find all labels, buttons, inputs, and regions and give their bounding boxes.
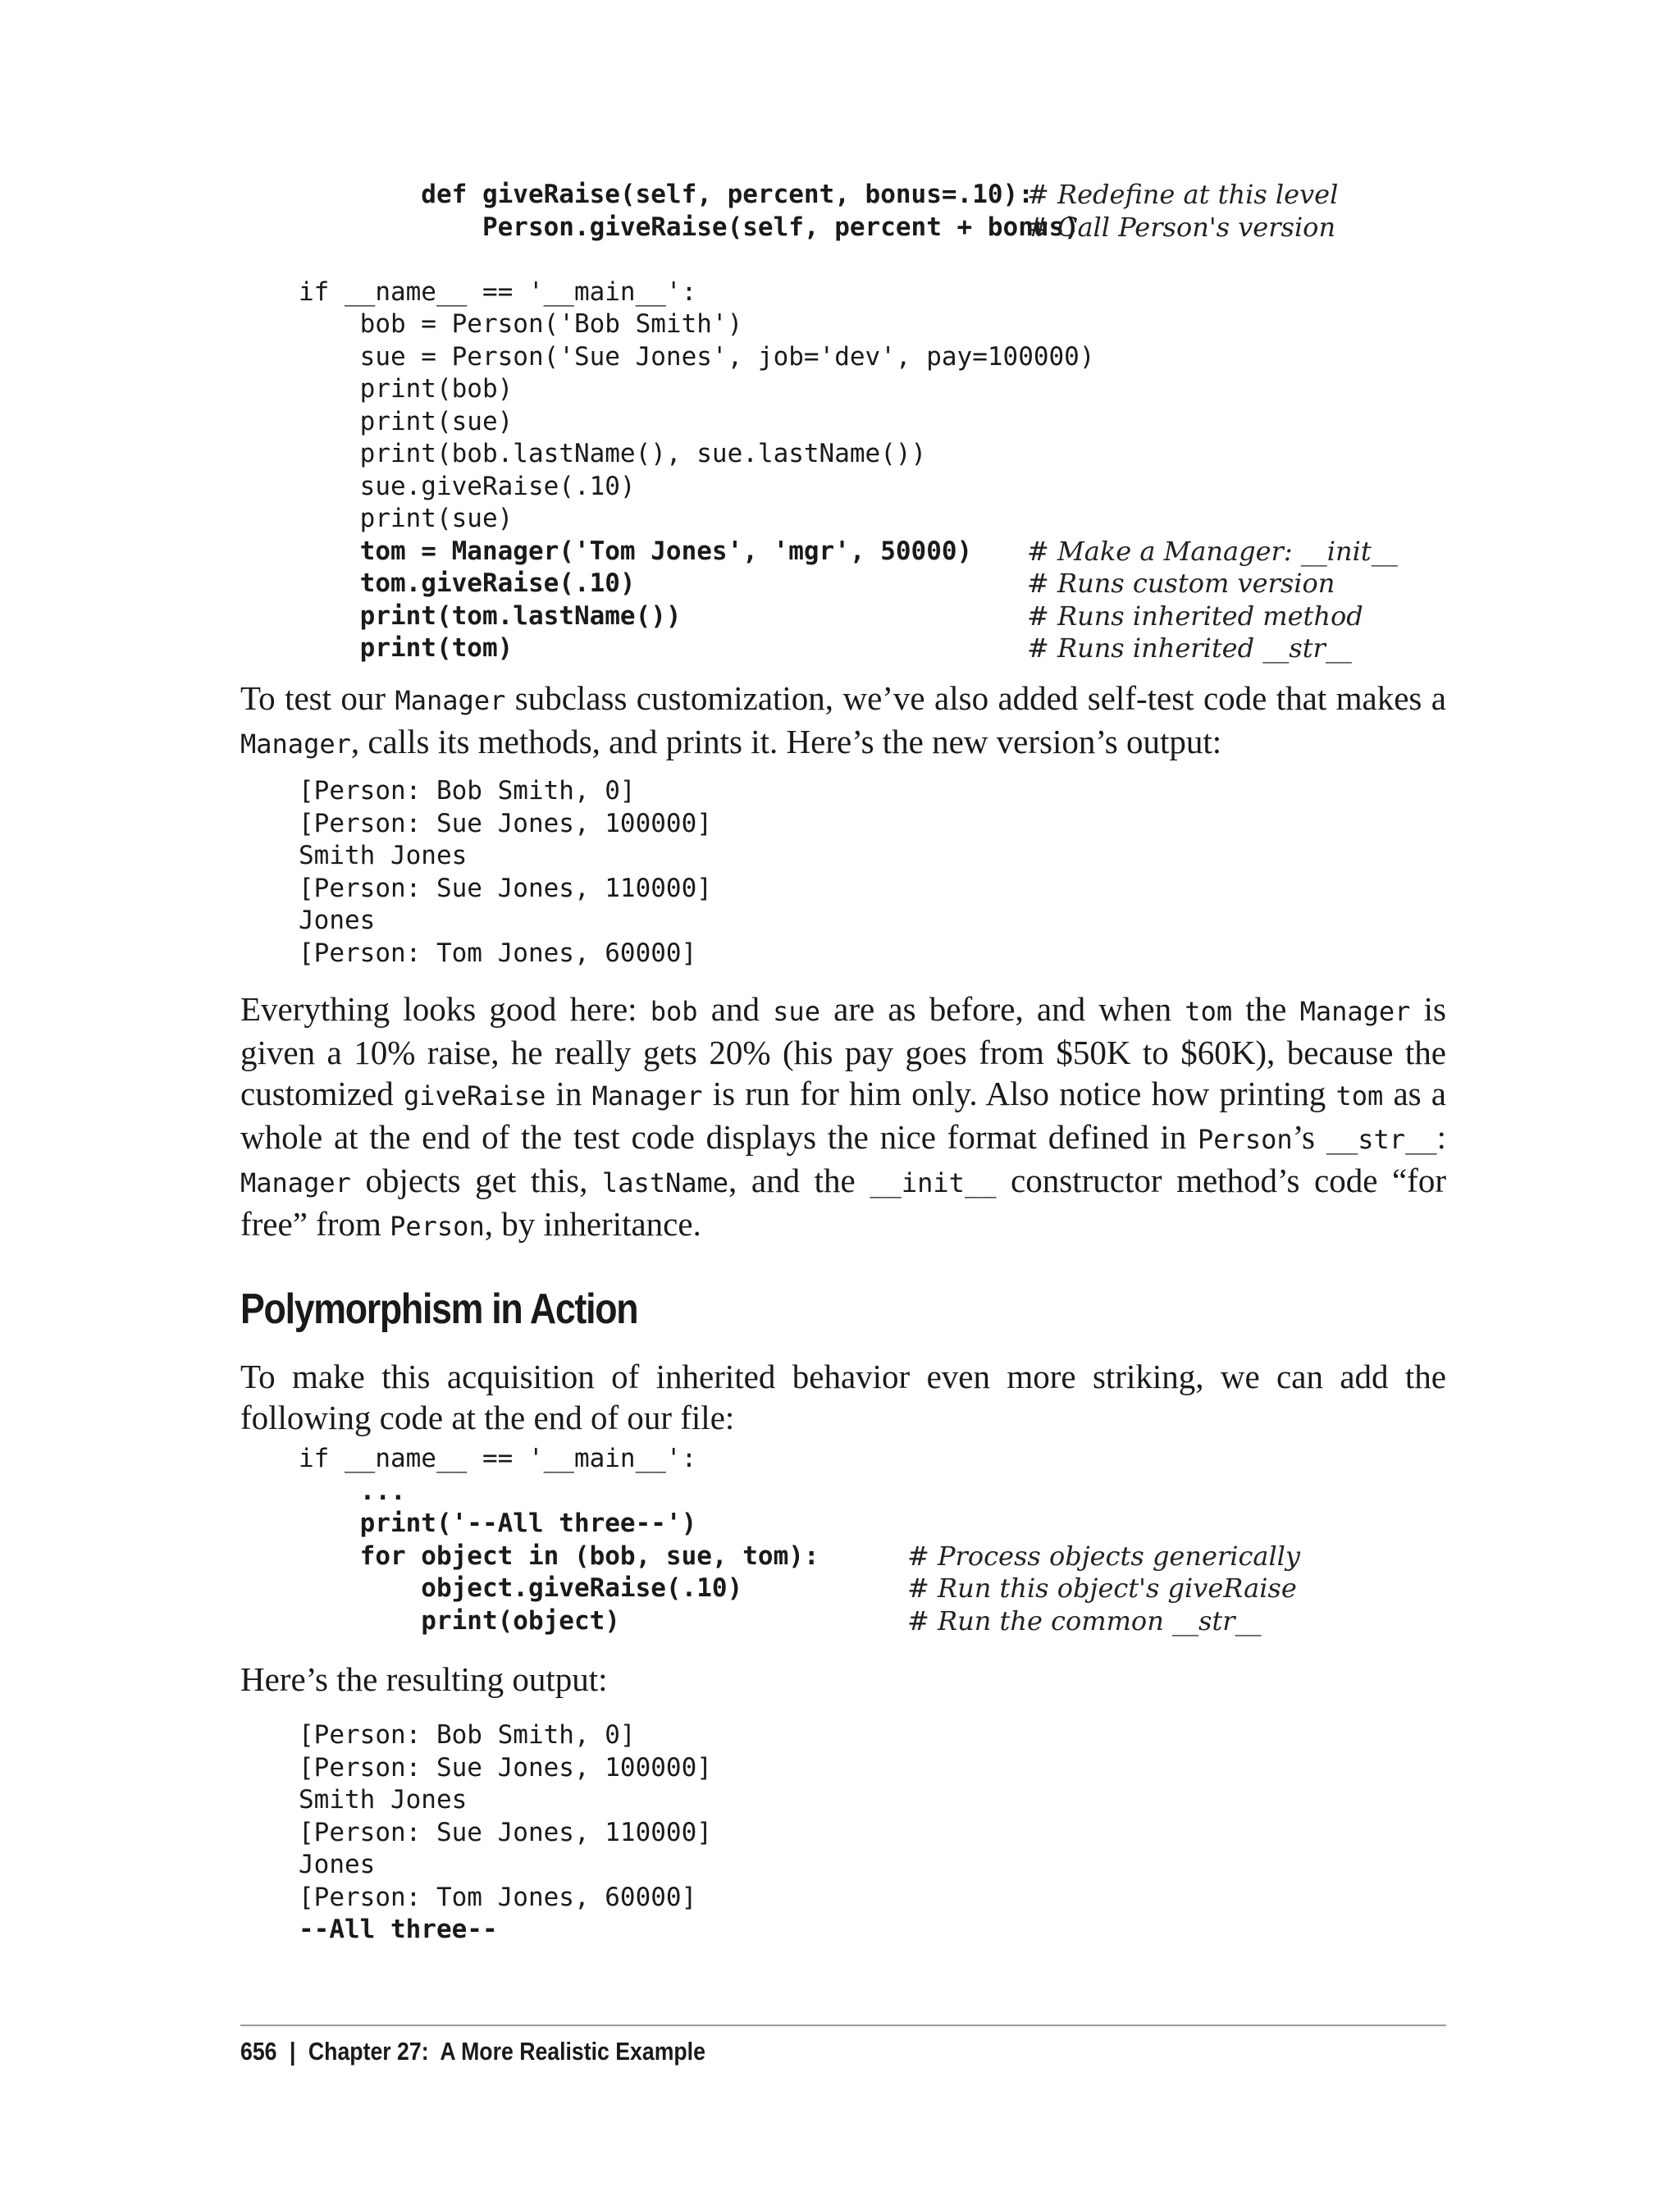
code-line — [0, 276, 1680, 309]
code-line — [0, 341, 1680, 374]
code-text: Jones — [299, 906, 376, 935]
code-text: object.giveRaise(.10) — [299, 1573, 743, 1603]
code-text: [Person: Sue Jones, 100000] — [299, 1752, 712, 1783]
code-text: sue = Person('Sue Jones', job='dev', pay=100000) — [299, 341, 1095, 372]
text-run: as a whole at the end of the test code displays the nice format defined in — [240, 1075, 1446, 1156]
page-number: 656 — [240, 2037, 277, 2066]
text-run: are as before, and when — [819, 990, 1185, 1028]
section-heading: Polymorphism in Action — [240, 1285, 638, 1333]
code-text: [Person: Tom Jones, 60000] — [299, 938, 697, 968]
text-run: the — [1232, 990, 1300, 1028]
code-line — [0, 873, 1680, 906]
output-listing-1 — [0, 775, 1680, 970]
code-comment: # Runs custom version — [1027, 568, 1335, 599]
code-line — [0, 1719, 1680, 1752]
code-line — [0, 1752, 1680, 1785]
inline-code: __str__ — [1326, 1124, 1437, 1155]
code-text: [Person: Sue Jones, 110000] — [299, 873, 712, 903]
code-text: Smith Jones — [299, 1785, 468, 1815]
code-line — [0, 905, 1680, 938]
code-comment: # Call Person's version — [1027, 211, 1336, 243]
code-text: print('--All three--') — [299, 1509, 697, 1538]
inline-code: Manager — [591, 1080, 703, 1112]
text-run: is run for him only. Also notice how printing — [702, 1075, 1336, 1112]
paragraph-resulting-output: Here’s the resulting output: — [240, 1660, 608, 1698]
code-listing-self-test — [0, 179, 1680, 665]
code-text: for object in (bob, sue, tom): — [299, 1541, 819, 1571]
code-comment: # Runs inherited method — [1027, 600, 1363, 632]
code-comment: # Redefine at this level — [1027, 179, 1339, 210]
code-line — [0, 244, 1680, 276]
code-line — [0, 600, 1680, 633]
code-text: ... — [299, 1476, 406, 1506]
code-text: if __name__ == '__main__': — [299, 276, 697, 307]
code-comment: # Runs inherited __str__ — [1027, 632, 1352, 664]
paragraph-explanation — [240, 988, 1446, 1247]
code-text: print(tom.lastName()) — [299, 600, 682, 631]
code-line — [0, 1476, 1680, 1509]
code-text: tom.giveRaise(.10) — [299, 568, 636, 598]
inline-code: giveRaise — [403, 1080, 546, 1112]
inline-code: Manager — [395, 685, 506, 716]
code-text: if __name__ == '__main__': — [299, 1444, 697, 1473]
inline-code: Manager — [240, 1167, 351, 1198]
code-text: Smith Jones — [299, 841, 468, 870]
text-run: and — [697, 990, 774, 1028]
inline-code: Manager — [240, 728, 351, 760]
code-comment: # Run this object's giveRaise — [907, 1573, 1297, 1604]
text-run: in — [546, 1075, 592, 1112]
code-line — [0, 632, 1680, 665]
code-text: [Person: Sue Jones, 110000] — [299, 1817, 712, 1847]
code-comment: # Make a Manager: __init__ — [1027, 535, 1398, 567]
code-line — [0, 1508, 1680, 1541]
code-text: Jones — [299, 1850, 376, 1879]
inline-code: bob — [650, 996, 698, 1027]
code-line — [0, 536, 1680, 568]
code-line — [0, 503, 1680, 536]
code-text: print(object) — [299, 1605, 620, 1636]
text-run: , by inheritance. — [484, 1205, 701, 1243]
code-line — [0, 775, 1680, 808]
code-line — [0, 1541, 1680, 1573]
code-text: print(tom) — [299, 633, 514, 663]
text-run: objects get this, — [350, 1162, 602, 1199]
code-line — [0, 212, 1680, 244]
code-line — [0, 808, 1680, 841]
code-line — [0, 179, 1680, 212]
code-line — [0, 471, 1680, 504]
code-line — [0, 1605, 1680, 1638]
code-text: tom = Manager('Tom Jones', 'mgr', 50000) — [299, 536, 973, 566]
text-run: ’s — [1292, 1118, 1326, 1156]
inline-code: Person — [390, 1211, 485, 1242]
code-text: [Person: Tom Jones, 60000] — [299, 1882, 697, 1912]
code-text: def giveRaise(self, percent, bonus=.10): — [299, 180, 1034, 209]
inline-code: tom — [1335, 1080, 1384, 1112]
inline-code: Manager — [1299, 996, 1411, 1027]
code-comment: # Run the common __str__ — [907, 1605, 1262, 1637]
page-footer — [240, 2037, 705, 2066]
text-run: subclass customization, we’ve also added self-test code that makes a — [505, 679, 1446, 717]
code-line — [0, 406, 1680, 439]
code-line — [0, 568, 1680, 600]
code-line — [0, 938, 1680, 970]
code-line — [0, 438, 1680, 471]
inline-code: Person — [1198, 1124, 1293, 1155]
code-line — [0, 308, 1680, 341]
paragraph-polymorphism-intro: To make this acquisition of inherited behavior even more striking, we can add the following code at the end of our file: — [240, 1358, 1446, 1436]
code-line — [0, 1443, 1680, 1476]
code-text: [Person: Bob Smith, 0] — [299, 776, 636, 806]
code-text: print(sue) — [299, 504, 514, 533]
text-run: Everything looks good here: — [240, 990, 651, 1028]
code-text: [Person: Sue Jones, 100000] — [299, 808, 712, 838]
inline-code: lastName — [601, 1167, 729, 1198]
code-line — [0, 1914, 1680, 1947]
chapter-title: Chapter 27: A More Realistic Example — [308, 2037, 705, 2066]
text-run: constructor method’s code “for free” from — [240, 1162, 1446, 1243]
text-run: , and the — [728, 1162, 870, 1199]
inline-code: __init__ — [870, 1167, 997, 1198]
inline-code: tom — [1185, 996, 1233, 1027]
text-run: is given a 10% raise, he really gets 20% (his pay goes from $50K to $60K), because the customized — [240, 990, 1446, 1112]
code-line — [0, 840, 1680, 873]
code-line — [0, 1573, 1680, 1605]
code-text: bob = Person('Bob Smith') — [299, 309, 743, 339]
footer-separator: | — [289, 2037, 296, 2066]
code-text: print(bob) — [299, 374, 514, 404]
code-line — [0, 1882, 1680, 1915]
code-line — [0, 1817, 1680, 1850]
code-text: print(bob.lastName(), sue.lastName()) — [299, 439, 927, 468]
paragraph-test-intro — [240, 678, 1446, 765]
code-line — [0, 373, 1680, 406]
code-text: sue.giveRaise(.10) — [299, 471, 636, 501]
code-line — [0, 1849, 1680, 1882]
inline-code: sue — [773, 996, 820, 1027]
code-listing-polymorphism — [0, 1443, 1680, 1637]
text-run: , calls its methods, and prints it. Here’s the new version’s output: — [350, 723, 1222, 760]
code-text: --All three-- — [299, 1915, 498, 1944]
code-text: print(sue) — [299, 406, 514, 436]
output-listing-2 — [0, 1719, 1680, 1947]
code-line — [0, 1784, 1680, 1817]
code-text: [Person: Bob Smith, 0] — [299, 1720, 636, 1750]
footer-rule — [240, 2025, 1446, 2026]
text-run: To test our — [240, 679, 395, 717]
code-comment: # Process objects generically — [907, 1540, 1300, 1572]
code-text: Person.giveRaise(self, percent + bonus) — [299, 212, 1080, 242]
text-run: : — [1436, 1118, 1446, 1156]
